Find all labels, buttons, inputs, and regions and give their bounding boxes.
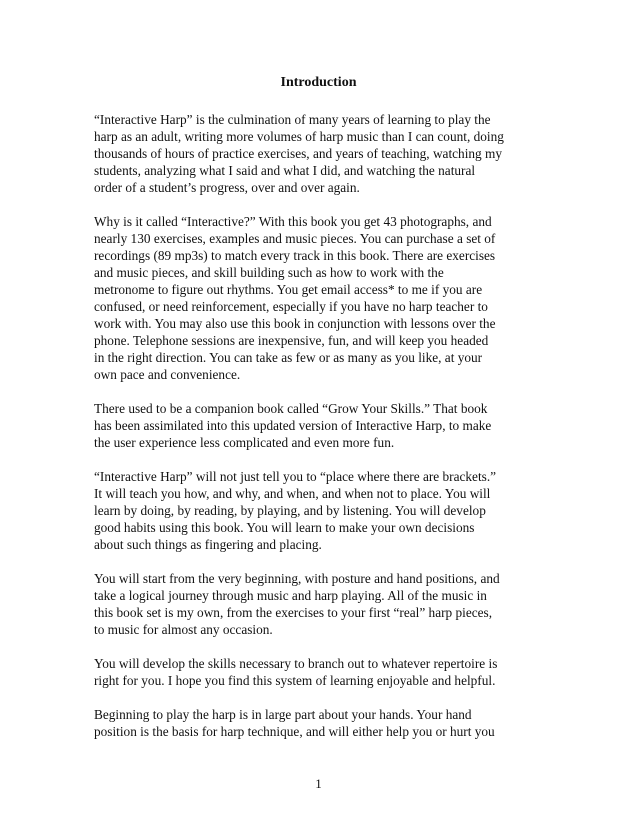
text-line: right for you. I hope you find this system of learning enjoyable and helpful. [94,673,496,688]
page-number: 1 [315,776,322,791]
text-line: position is the basis for harp technique, and will either help you or hurt you [94,724,495,739]
paragraph-6 [94,655,554,689]
text-line: this book set is my own, from the exercises to your first “real” harp pieces, [94,605,493,620]
text-line: You will develop the skills necessary to branch out to whatever repertoire is [94,656,498,671]
page-title: Introduction [280,75,357,90]
text-line: and music pieces, and skill building such as how to work with the [94,265,444,280]
text-line: “Interactive Harp” is the culmination of many years of learning to play the [94,112,491,127]
text-line: phone. Telephone sessions are inexpensive, fun, and will keep you headed [94,333,489,348]
text-line: harp as an adult, writing more volumes of harp music than I can count, doing [94,129,504,144]
text-line: Why is it called “Interactive?” With this book you get 43 photographs, and [94,214,492,229]
text-line: to music for almost any occasion. [94,622,273,637]
text-line: thousands of hours of practice exercises, and years of teaching, watching my [94,146,503,161]
text-line: It will teach you how, and why, and when, and when not to place. You will [94,486,491,501]
text-line: good habits using this book. You will learn to make your own decisions [94,520,475,535]
text-line: has been assimilated into this updated version of Interactive Harp, to make [94,418,492,433]
text-line: order of a student’s progress, over and over again. [94,180,360,195]
text-line: metronome to figure out rhythms. You get email access* to me if you are [94,282,483,297]
body-text [94,111,554,757]
text-line: own pace and convenience. [94,367,241,382]
paragraph-1 [94,111,554,196]
paragraph-5 [94,570,554,638]
text-line: take a logical journey through music and harp playing. All of the music in [94,588,487,603]
text-line: You will start from the very beginning, with posture and hand positions, and [94,571,500,586]
paragraph-7 [94,706,554,740]
paragraph-4 [94,468,554,553]
text-line: confused, or need reinforcement, especially if you have no harp teacher to [94,299,488,314]
text-line: recordings (89 mp3s) to match every track in this book. There are exercises [94,248,496,263]
paragraph-3 [94,400,554,451]
text-line: “Interactive Harp” will not just tell you to “place where there are brackets.” [94,469,497,484]
text-line: Beginning to play the harp is in large part about your hands. Your hand [94,707,472,722]
paragraph-2 [94,213,554,383]
text-line: students, analyzing what I said and what I did, and watching the natural [94,163,476,178]
text-line: There used to be a companion book called “Grow Your Skills.” That book [94,401,488,416]
text-line: work with. You may also use this book in conjunction with lessons over the [94,316,496,331]
text-line: the user experience less complicated and even more fun. [94,435,395,450]
text-line: in the right direction. You can take as few or as many as you like, at your [94,350,483,365]
text-line: about such things as fingering and placing. [94,537,322,552]
text-line: learn by doing, by reading, by playing, and by listening. You will develop [94,503,486,518]
text-line: nearly 130 exercises, examples and music pieces. You can purchase a set of [94,231,496,246]
